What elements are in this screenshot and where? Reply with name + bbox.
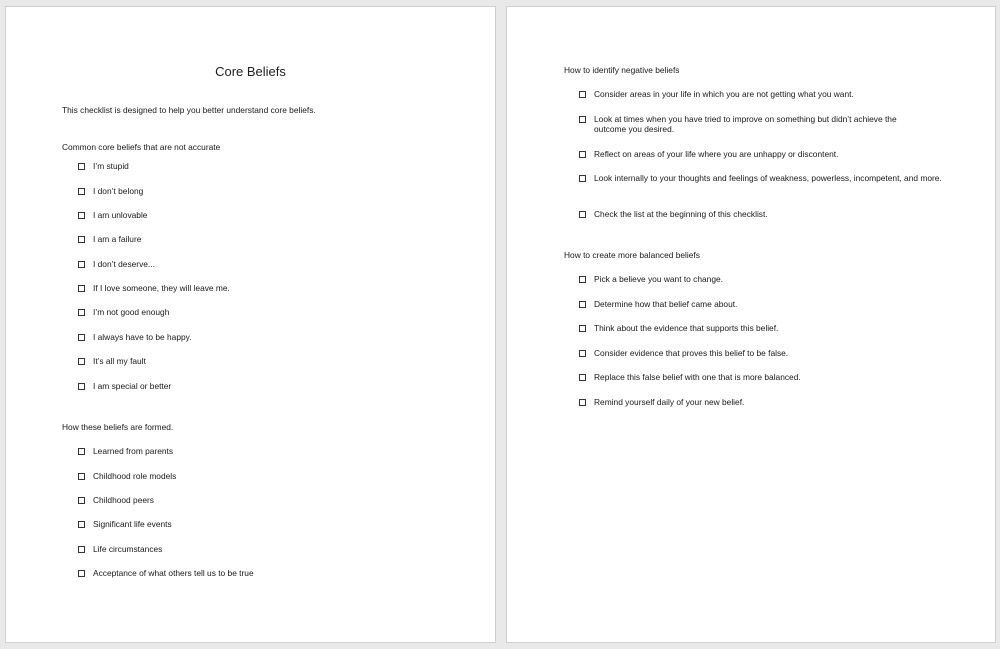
checkbox-icon[interactable] bbox=[579, 151, 586, 158]
page-1 bbox=[5, 6, 496, 643]
checklist-item[interactable]: Think about the evidence that supports this belief. bbox=[579, 323, 778, 334]
checkbox-icon[interactable] bbox=[579, 276, 586, 283]
document-title: Core Beliefs bbox=[215, 64, 286, 79]
section-heading-balanced-beliefs: How to create more balanced beliefs bbox=[564, 250, 700, 260]
checklist-item[interactable]: Determine how that belief came about. bbox=[579, 299, 737, 310]
checklist-item[interactable]: I’m not good enough bbox=[78, 307, 169, 318]
checkbox-icon[interactable] bbox=[579, 211, 586, 218]
checklist-item[interactable]: Check the list at the beginning of this checklist. bbox=[579, 209, 939, 220]
checkbox-icon[interactable] bbox=[78, 261, 85, 268]
section-heading-identify-negative: How to identify negative beliefs bbox=[564, 65, 680, 75]
checkbox-icon[interactable] bbox=[78, 163, 85, 170]
checkbox-icon[interactable] bbox=[78, 285, 85, 292]
checkbox-icon[interactable] bbox=[579, 175, 586, 182]
checklist-item[interactable]: Childhood role models bbox=[78, 471, 176, 482]
checklist-item[interactable]: Consider evidence that proves this belief to be false. bbox=[579, 348, 788, 359]
intro-text: This checklist is designed to help you better understand core beliefs. bbox=[62, 105, 316, 115]
checklist-item[interactable]: Learned from parents bbox=[78, 446, 173, 457]
checkbox-icon[interactable] bbox=[78, 546, 85, 553]
checklist-item[interactable]: I’m stupid bbox=[78, 161, 129, 172]
checklist-item[interactable]: Pick a believe you want to change. bbox=[579, 274, 723, 285]
checkbox-icon[interactable] bbox=[579, 116, 586, 123]
checklist-item[interactable]: Reflect on areas of your life where you are unhappy or discontent. bbox=[579, 149, 939, 160]
checklist-item[interactable]: Look internally to your thoughts and feelings of weakness, powerless, incompetent, and more. bbox=[579, 173, 944, 184]
checkbox-icon[interactable] bbox=[579, 301, 586, 308]
checkbox-icon[interactable] bbox=[78, 309, 85, 316]
checkbox-icon[interactable] bbox=[579, 374, 586, 381]
checklist-item[interactable]: If I love someone, they will leave me. bbox=[78, 283, 230, 294]
checklist-item[interactable]: It’s all my fault bbox=[78, 356, 146, 367]
section-heading-common-beliefs: Common core beliefs that are not accurate bbox=[62, 142, 221, 152]
checklist-item[interactable]: I am unlovable bbox=[78, 210, 147, 221]
checkbox-icon[interactable] bbox=[78, 212, 85, 219]
checklist-item[interactable]: I am special or better bbox=[78, 381, 171, 392]
checkbox-icon[interactable] bbox=[78, 570, 85, 577]
checklist-item[interactable]: Life circumstances bbox=[78, 544, 162, 555]
checkbox-icon[interactable] bbox=[78, 334, 85, 341]
checklist-item[interactable]: I always have to be happy. bbox=[78, 332, 192, 343]
checkbox-icon[interactable] bbox=[78, 521, 85, 528]
checkbox-icon[interactable] bbox=[78, 448, 85, 455]
checklist-item[interactable]: Replace this false belief with one that is more balanced. bbox=[579, 372, 801, 383]
checklist-item[interactable]: Consider areas in your life in which you are not getting what you want. bbox=[579, 89, 939, 100]
checklist-item[interactable]: I am a failure bbox=[78, 234, 141, 245]
checkbox-icon[interactable] bbox=[78, 497, 85, 504]
checkbox-icon[interactable] bbox=[579, 325, 586, 332]
checkbox-icon[interactable] bbox=[78, 236, 85, 243]
checkbox-icon[interactable] bbox=[579, 399, 586, 406]
checkbox-icon[interactable] bbox=[78, 358, 85, 365]
checkbox-icon[interactable] bbox=[579, 350, 586, 357]
checklist-item[interactable]: Acceptance of what others tell us to be true bbox=[78, 568, 254, 579]
checklist-item[interactable]: Childhood peers bbox=[78, 495, 154, 506]
page-2 bbox=[506, 6, 996, 643]
checkbox-icon[interactable] bbox=[78, 188, 85, 195]
checkbox-icon[interactable] bbox=[78, 473, 85, 480]
checklist-item[interactable]: Look at times when you have tried to improve on something but didn’t achieve the outcome you desired. bbox=[579, 114, 924, 135]
checklist-item[interactable]: I don’t deserve... bbox=[78, 259, 155, 270]
section-heading-beliefs-formed: How these beliefs are formed. bbox=[62, 422, 174, 432]
checklist-item[interactable]: Significant life events bbox=[78, 519, 172, 530]
checkbox-icon[interactable] bbox=[78, 383, 85, 390]
checklist-item[interactable]: Remind yourself daily of your new belief. bbox=[579, 397, 744, 408]
checklist-item[interactable]: I don’t belong bbox=[78, 186, 143, 197]
checkbox-icon[interactable] bbox=[579, 91, 586, 98]
